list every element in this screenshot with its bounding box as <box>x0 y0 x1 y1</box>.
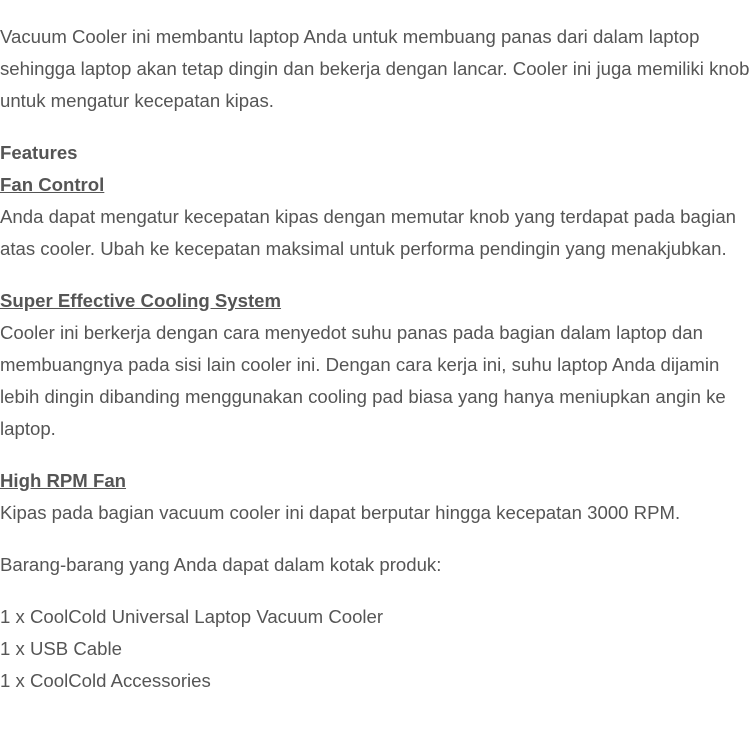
list-item: 1 x CoolCold Accessories <box>0 670 211 691</box>
feature-text-high-rpm-fan: Kipas pada bagian vacuum cooler ini dapat berputar hingga kecepatan 3000 RPM. <box>0 502 681 523</box>
feature-fan-control <box>0 169 750 265</box>
feature-text-fan-control: Anda dapat mengatur kecepatan kipas dengan memutar knob yang terdapat pada bagian atas cooler. Ubah ke kecepatan maksimal untuk performa pendingin yang menakjubkan. <box>0 206 737 259</box>
feature-title-fan-control: Fan Control <box>0 174 105 195</box>
features-heading: Features <box>0 142 78 163</box>
list-item: 1 x CoolCold Universal Laptop Vacuum Cooler <box>0 606 384 627</box>
box-contents-intro: Barang-barang yang Anda dapat dalam kotak produk: <box>0 554 442 575</box>
feature-text-cooling-system: Cooler ini berkerja dengan cara menyedot suhu panas pada bagian dalam laptop dan membuangnya pada sisi lain cooler ini. Dengan cara kerja ini, suhu laptop Anda dijamin lebih dingin dibanding menggunakan cooling pad biasa yang hanya meniupkan angin ke laptop. <box>0 322 726 439</box>
feature-high-rpm-fan <box>0 465 750 529</box>
list-item: 1 x USB Cable <box>0 638 122 659</box>
intro-paragraph: Vacuum Cooler ini membantu laptop Anda untuk membuang panas dari dalam laptop sehingga laptop akan tetap dingin dan bekerja dengan lancar. Cooler ini juga memiliki knob untuk mengatur kecepatan kipas. <box>0 26 750 111</box>
feature-title-cooling-system: Super Effective Cooling System <box>0 290 282 311</box>
box-contents-list <box>0 601 750 697</box>
feature-cooling-system <box>0 285 750 445</box>
features-section <box>0 137 750 529</box>
feature-title-high-rpm-fan: High RPM Fan <box>0 470 127 491</box>
